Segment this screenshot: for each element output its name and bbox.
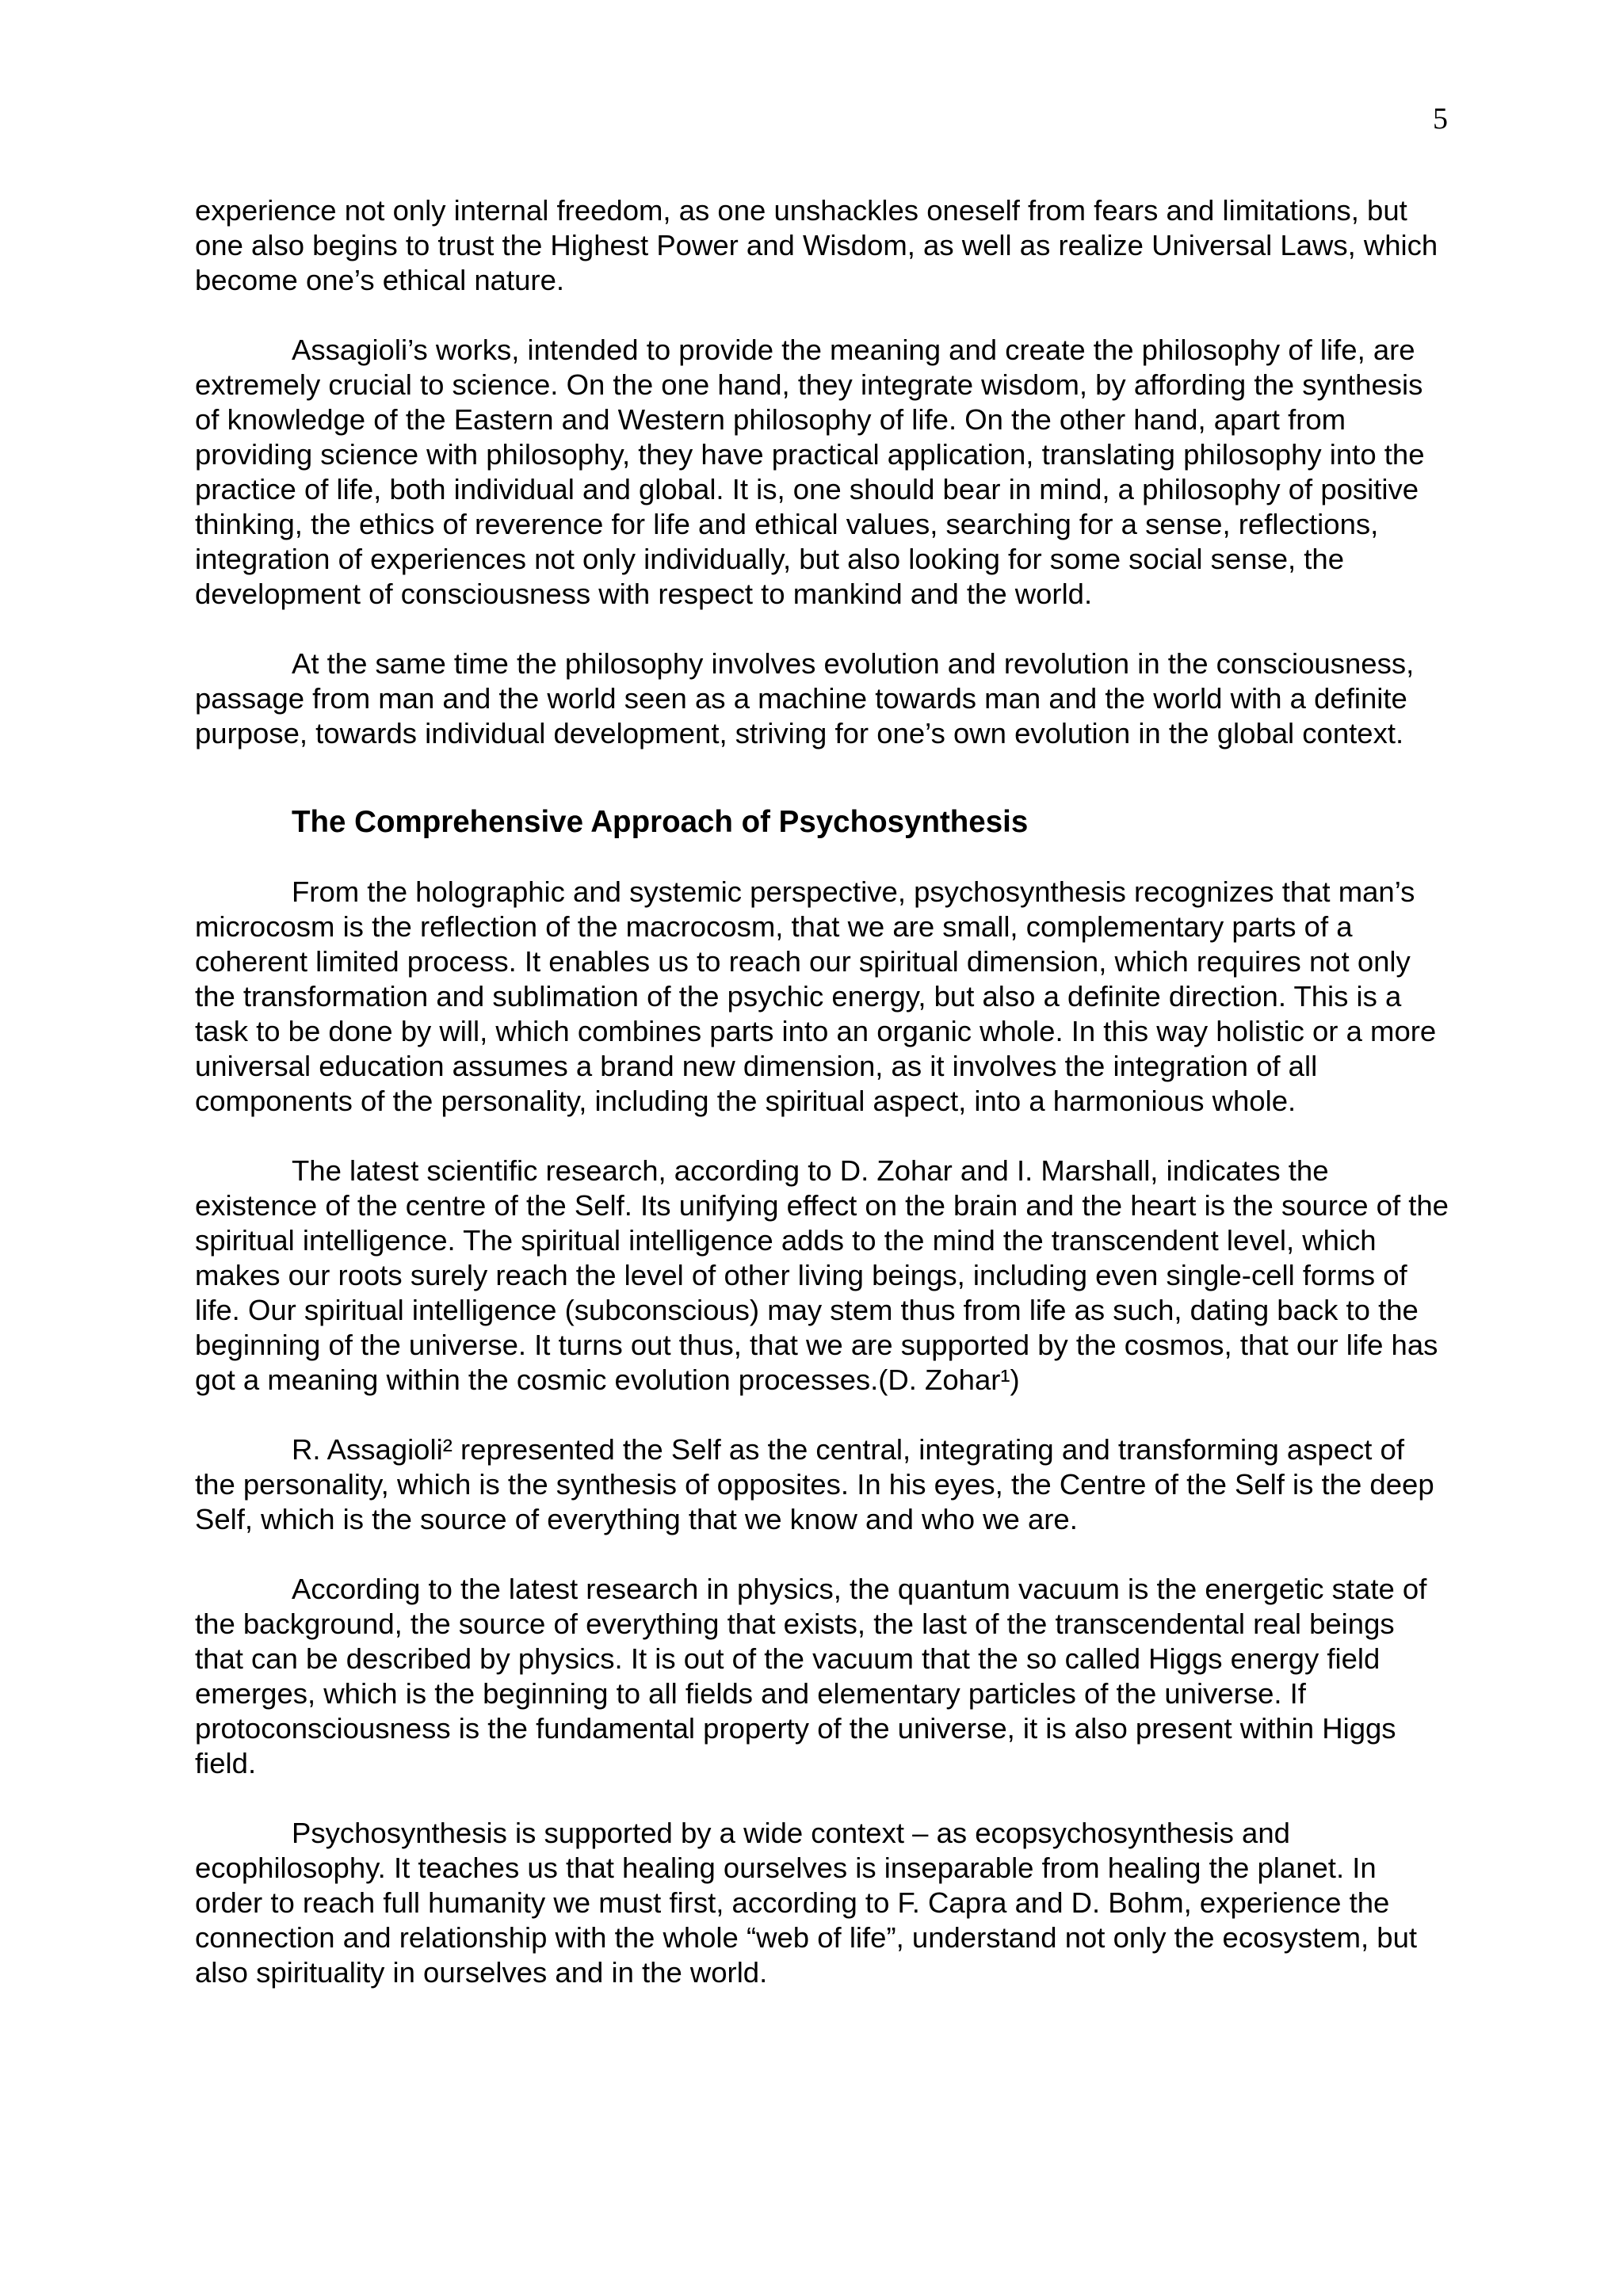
page-number: 5 [1433,102,1448,135]
body-paragraph: The latest scientific research, according to D. Zohar and I. Marshall, indicates the existence of the centre of the Self. Its unifying effect on the brain and the heart is the source of the spiritual intelligence. The spiritual intelligence adds to the mind the transcendent level, which makes our roots surely reach the level of other living beings, including even single-cell forms of life. Our spiritual intelligence (subconscious) may stem thus from life as such, dating back to the beginning of the universe. It turns out thus, that we are supported by the cosmos, that our life has got a meaning within the cosmic evolution processes.(D. Zohar¹) [195,1154,1449,1396]
body-paragraph: Assagioli’s works, intended to provide the meaning and create the philosophy of life, are extremely crucial to science. On the one hand, they integrate wisdom, by affording the synthesis of knowledge of the Eastern and Western philosophy of life. On the other hand, apart from providing science with philosophy, they have practical application, translating philosophy into the practice of life, both individual and global. It is, one should bear in mind, a philosophy of positive thinking, the ethics of reverence for life and ethical values, searching for a sense, reflections, integration of experiences not only individually, but also looking for some social sense, the development of consciousness with respect to mankind and the world. [195,334,1425,610]
body-paragraph: From the holographic and systemic perspective, psychosynthesis recognizes that man’s microcosm is the reflection of the macrocosm, that we are small, complementary parts of a coherent limited process. It enables us to reach our spiritual dimension, which requires not only the transformation and sublimation of the psychic energy, but also a definite direction. This is a task to be done by will, which combines parts into an organic whole. In this way holistic or a more universal education assumes a brand new dimension, as it involves the integration of all components of the personality, including the spiritual aspect, into a harmonious whole. [195,875,1437,1117]
body-paragraph: According to the latest research in physics, the quantum vacuum is the energetic state of the background, the source of everything that exists, the last of the transcendental real beings that can be described by physics. It is out of the vacuum that the so called Higgs energy field emerges, which is the beginning to all fields and elementary particles of the universe. If protoconsciousness is the fundamental property of the universe, it is also present within Higgs field. [195,1573,1427,1779]
body-paragraph: Psychosynthesis is supported by a wide context – as ecopsychosynthesis and ecophilosophy. It teaches us that healing ourselves is inseparable from healing the planet. In order to reach full humanity we must first, according to F. Capra and D. Bohm, experience the connection and relationship with the whole “web of life”, understand not only the ecosystem, but also spirituality in ourselves and in the world. [195,1817,1418,1989]
section-heading: The Comprehensive Approach of Psychosynthesis [292,805,1029,839]
body-paragraph: R. Assagioli² represented the Self as the central, integrating and transforming aspect of the personality, which is the synthesis of opposites. In his eyes, the Centre of the Self is the deep Self, which is the source of everything that we know and who we are. [195,1433,1434,1535]
body-paragraph: experience not only internal freedom, as one unshackles oneself from fears and limitations, but one also begins to trust the Highest Power and Wisdom, as well as realize Universal Laws, which become one’s ethical nature. [195,194,1438,296]
page-body [195,193,1449,2025]
body-paragraph: At the same time the philosophy involves evolution and revolution in the consciousness, passage from man and the world seen as a machine towards man and the world with a definite purpose, towards individual development, striving for one’s own evolution in the global context. [195,647,1415,749]
